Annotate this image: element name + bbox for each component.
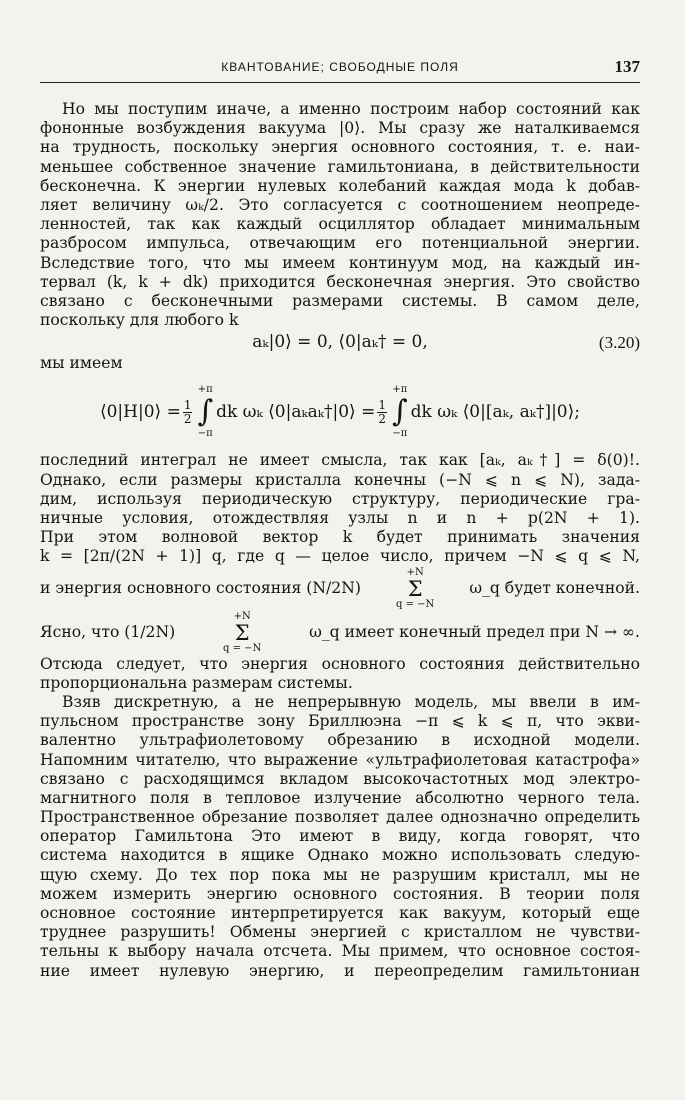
sum-lower-limit: q = −N <box>396 598 435 610</box>
text-line: основное состояние интерпретируется как вакуум, который еще <box>40 904 640 922</box>
text-line: Взяв дискретную, а не непрерывную модель, мы ввели в им- <box>62 692 640 711</box>
sum-text-before: Ясно, что (1/2N) <box>40 622 176 641</box>
text-line: Однако, если размеры кристалла конечны (−N ⩽ n ⩽ N), зада- <box>40 470 640 489</box>
text-line: тельны к выбору начала отсчета. Мы примем, что основное состоя- <box>40 942 640 961</box>
text-line: на трудность, поскольку энергия основного состояния, т. е. наи- <box>40 138 640 157</box>
fraction-one-half <box>377 399 387 426</box>
equation-expression: aₖ|0⟩ = 0, ⟨0|aₖ† = 0, <box>252 331 428 352</box>
text-line: Пространственное обрезание позволяет далее однозначно определить <box>40 808 640 827</box>
integral-lower-limit: −π <box>197 428 213 440</box>
text-line: магнитного поля в тепловое излучение абсолютно черного тела. <box>40 788 640 807</box>
text-line: k = [2π/(2N + 1)] q, где q — целое число, причем −N ⩽ q ⩽ N, <box>40 547 640 566</box>
text-line: ленностей, так как каждый осциллятор обладает минимальным <box>40 215 640 234</box>
text-line: тервал (k, k + dk) приходится бесконечная энергия. Это свойство <box>40 272 640 291</box>
equation-3-20 <box>40 330 640 354</box>
text-line: оператор Гамильтона Это имеют в виду, когда говорят, что <box>40 827 640 846</box>
sigma-symbol: Σ <box>407 576 423 601</box>
text-line: меньшее собственное значение гамильтониана, в действительности <box>40 157 640 176</box>
text-line: дим, используя периодическую структуру, периодические гра- <box>40 489 640 508</box>
text-line: фононные возбуждения вакуума |0⟩. Мы сразу же наталкиваемся <box>40 119 640 138</box>
page-number: 137 <box>614 57 640 76</box>
sum-text-before: и энергия основного состояния (N/2N) <box>40 578 361 597</box>
fraction-numerator: 1 <box>378 397 386 412</box>
fraction-one-half <box>183 399 193 426</box>
running-title: КВАНТОВАНИЕ; СВОБОДНЫЕ ПОЛЯ <box>221 60 459 74</box>
running-head <box>40 58 640 83</box>
text-line: ничные условия, отождествляя узлы n и n + p(2N + 1). <box>40 509 640 527</box>
text-line: связано с расходящимся вкладом высокочастотных мод электро- <box>40 769 640 788</box>
sum-lower-limit: q = −N <box>223 642 262 654</box>
text-line: последний интеграл не имеет смысла, так как [aₖ, aₖ†] = δ(0)!. <box>40 451 640 470</box>
text-line: труднее разрушить! Обмены энергией с кристаллом не чувстви- <box>40 923 640 942</box>
integral-upper-limit: +π <box>392 384 408 396</box>
text-line: Но мы поступим иначе, а именно построим набор состояний как <box>62 100 640 118</box>
text-line: поскольку для любого k <box>40 311 239 330</box>
text-line: Отсюда следует, что энергия основного состояния действительно <box>40 654 640 673</box>
integral-sign <box>392 385 408 439</box>
body-text <box>40 100 640 981</box>
text-line: пульсном пространстве зону Бриллюэна −π ⩽ k ⩽ π, что экви- <box>40 712 640 731</box>
sum-line-finite-limit <box>40 611 640 655</box>
text-line: пропорциональна размерам системы. <box>40 673 353 692</box>
equation-number: (3.20) <box>598 332 640 352</box>
integral-lower-limit: −π <box>392 428 408 440</box>
integral-sign <box>197 385 213 439</box>
integral-symbol: ∫ <box>391 394 408 430</box>
equation-lhs: ⟨0|H|0⟩ = <box>99 401 181 422</box>
sum-upper-limit: +N <box>406 566 424 578</box>
text-line: связано с бесконечными размерами системы. В самом деле, <box>40 291 640 310</box>
sum-upper-limit: +N <box>233 610 251 622</box>
text-line: мы имеем <box>40 354 123 373</box>
text-line: Напомним читателю, что выражение «ультрафиолетовая катастрофа» <box>40 750 640 769</box>
fraction-denominator: 2 <box>183 411 192 426</box>
integral-symbol: ∫ <box>197 394 214 430</box>
sum-text-after: ω_q имеет конечный предел при N → ∞. <box>309 622 640 641</box>
text-line: можем измерить энергию основного состояния. В теории поля <box>40 884 640 903</box>
text-line: бесконечна. К энергии нулевых колебаний каждая мода k добав- <box>40 176 640 195</box>
text-line: щую схему. До тех пор пока мы не разрушим кристалл, мы не <box>40 865 640 884</box>
integrand-second: dk ωₖ ⟨0|[aₖ, aₖ†]|0⟩; <box>410 401 580 422</box>
sigma-symbol: Σ <box>234 620 250 645</box>
text-line: система находится в ящике Однако можно использовать следую- <box>40 846 640 865</box>
text-line: ляет величину ωₖ/2. Это согласуется с соотношением неопреде- <box>40 195 640 214</box>
sum-sign <box>396 568 434 610</box>
text-line: При этом волновой вектор k будет принимать значения <box>40 528 640 547</box>
sum-text-after: ω_q будет конечной. <box>469 578 640 597</box>
text-line: Вследствие того, что мы имеем континуум мод, на каждый ин- <box>40 253 640 272</box>
equation-hamiltonian-expectation <box>40 373 640 451</box>
integrand-first: dk ωₖ ⟨0|aₖaₖ†|0⟩ = <box>216 401 376 422</box>
text-line: валентно ультрафиолетовому обрезанию в исходной модели. <box>40 731 640 750</box>
text-line: разбросом импульса, отвечающим его потенциальной энергии. <box>40 234 640 253</box>
fraction-numerator: 1 <box>183 397 192 412</box>
sum-line-ground-energy <box>40 567 640 611</box>
text-line: ние имеет нулевую энергию, и переопределим гамильтониан <box>40 961 640 980</box>
fraction-denominator: 2 <box>378 411 386 426</box>
integral-upper-limit: +π <box>197 384 213 396</box>
sum-sign <box>223 612 261 654</box>
